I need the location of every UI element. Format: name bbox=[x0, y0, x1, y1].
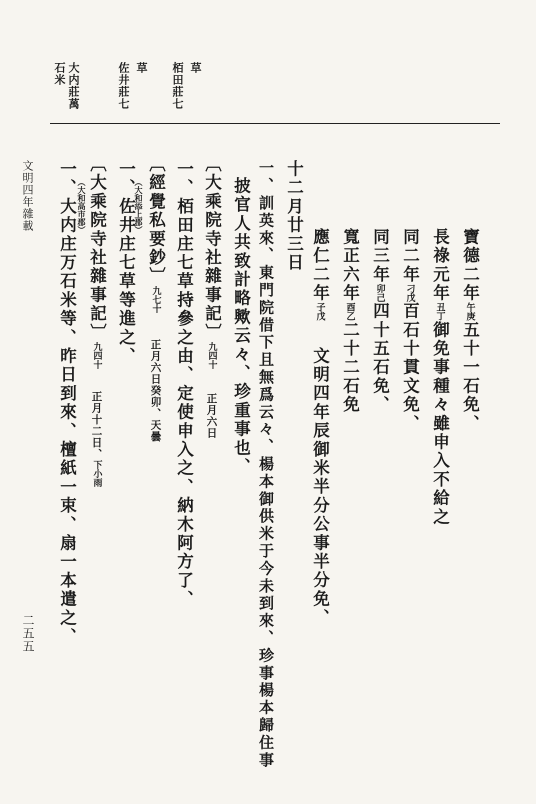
text-line-5: 寬正六年酉乙二十二石免 bbox=[340, 228, 360, 415]
header-rule bbox=[50, 123, 500, 124]
text-line-4: 同三年卯己四十五石免、 bbox=[370, 228, 390, 415]
text-line-2: 長祿元年丑丁御免事種々雖申入不給之 bbox=[430, 228, 450, 527]
text-line-12: 〔經覺私要鈔〕九七十正月六日癸卯、天曇 bbox=[146, 155, 166, 443]
running-head: 文明四年雜載 bbox=[21, 160, 34, 232]
header-sai-nanakusa: 佐井莊七 bbox=[117, 62, 130, 110]
text-line-3: 同二年刁戊百石十貫文免、 bbox=[400, 228, 420, 434]
text-line-15: 一、大内庄万石米等、昨日到來、檀紙一束、扇一本遣之、 bbox=[57, 160, 77, 647]
text-line-1: 寶德二年午庚五十一石免、 bbox=[460, 228, 480, 434]
text-line-10: 〔大乘院寺社雜事記〕九四十正月六日 bbox=[202, 155, 222, 439]
text-line-14: 〔大乘院寺社雜事記〕九四十正月十二日、下小雨 bbox=[87, 155, 107, 487]
text-line-13-note: （大和添上郡） bbox=[134, 178, 144, 234]
text-line-8: 一、訓英來、東門院借下且無爲云々、楊本御供米于今未到來、珍事楊本歸住事 bbox=[257, 160, 275, 769]
text-line-7: 十二月廿三日 bbox=[284, 160, 304, 273]
header-sai-tail: 草 bbox=[135, 62, 148, 74]
header-kasuda-nanakusa: 栢田莊七 bbox=[171, 62, 184, 110]
page-number: 二五五 bbox=[21, 614, 35, 653]
header-kasuda-tail: 草 bbox=[189, 62, 202, 74]
text-line-13: 一、佐井庄七草等進之、 bbox=[116, 160, 136, 366]
header-ouchi-2: 石米 bbox=[53, 62, 66, 86]
text-line-15-note: （大和高市郡） bbox=[77, 178, 87, 234]
text-line-11: 一、栢田庄七草持參之由、定使申入之、納木阿方了、 bbox=[174, 160, 194, 609]
text-line-9: 披官人共致計略歟云々、珍重事也、 bbox=[231, 177, 251, 477]
text-line-6: 應仁二年子戊文明四年辰御米半分公事半分免、 bbox=[310, 228, 330, 628]
header-ouchi-1: 大内莊萬 bbox=[67, 62, 80, 110]
